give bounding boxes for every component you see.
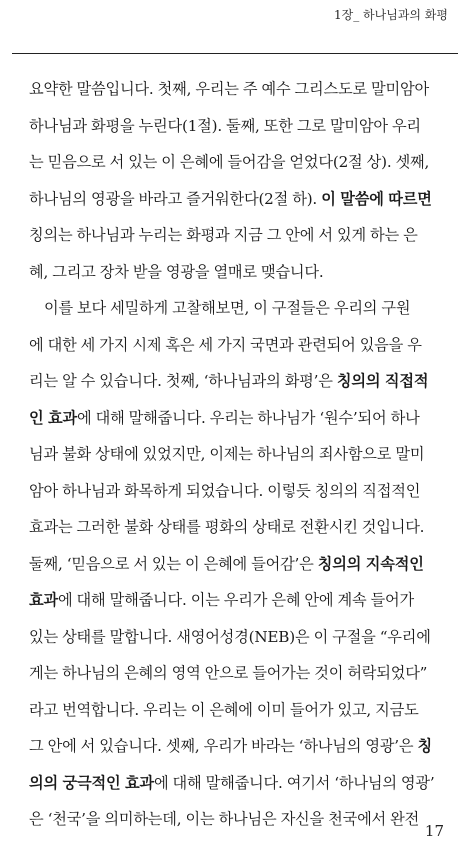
text-run: 하나님의 영광을 바라고 즐거워한다(2절 하). — [29, 189, 322, 208]
text-run: 게는 하나님의 은혜의 영역 안으로 들어가는 것이 허락되었다” — [29, 664, 428, 682]
text-run: 에 대해 말해줍니다. 이는 우리가 은혜 안에 계속 들어가 — [57, 591, 414, 609]
text-line — [29, 400, 447, 437]
text-run: 있는 상태를 말합니다. 새영어성경(NEB)은 이 구절을 “우리에 — [29, 627, 431, 646]
text-run: 리는 알 수 있습니다. 첫째, ‘하나님과의 화평’은 — [29, 372, 337, 390]
emphasis-text: 칭의의 지속적인 — [317, 554, 424, 573]
text-line — [29, 765, 447, 802]
text-line — [29, 290, 447, 327]
emphasis-text: 의의 궁극적인 효과 — [29, 773, 154, 792]
text-run: 에 대해 말해줍니다. 우리는 하나님가 ‘원수’되어 하나 — [77, 408, 420, 427]
text-line — [29, 546, 447, 583]
text-run: 님과 불화 상태에 있었지만, 이제는 하나님의 죄사함으로 말미 — [29, 445, 425, 463]
text-line — [29, 181, 447, 218]
text-line — [29, 728, 447, 765]
header-rule — [12, 53, 458, 54]
text-line — [29, 509, 447, 546]
text-line — [29, 71, 447, 108]
text-line — [29, 801, 447, 838]
text-run: 하나님과 화평을 누린다(1절). 둘째, 또한 그로 말미암아 우리 — [29, 116, 421, 135]
text-line — [29, 108, 447, 145]
text-run: 혜, 그리고 장차 받을 영광을 열매로 맺습니다. — [29, 262, 324, 281]
text-run: 칭의는 하나님과 누리는 화평과 지금 그 안에 서 있게 하는 은 — [29, 226, 418, 244]
text-run: 그 안에 서 있습니다. 셋째, 우리가 바라는 ‘하나님의 영광’은 — [29, 737, 418, 755]
text-line — [29, 692, 447, 729]
text-line — [29, 655, 447, 692]
emphasis-text: 이 말씀에 따르면 — [321, 189, 432, 208]
text-line — [29, 363, 447, 400]
text-run: 에 대한 세 가지 시제 혹은 세 가지 국면과 관련되어 있음을 우 — [29, 335, 422, 354]
text-run: 요약한 말씀입니다. 첫째, 우리는 주 예수 그리스도로 말미암아 — [29, 80, 429, 98]
emphasis-text: 칭 — [417, 737, 432, 755]
text-run: 라고 번역합니다. 우리는 이 은혜에 이미 들어가 있고, 지금도 — [29, 700, 419, 719]
emphasis-text: 칭의의 직접적 — [336, 372, 429, 390]
text-line — [29, 144, 447, 181]
text-run: 는 믿음으로 서 있는 이 은혜에 들어감을 얻었다(2절 상). 셋째, — [29, 153, 430, 171]
text-run: 둘째, ‘믿음으로 서 있는 이 은혜에 들어감’은 — [29, 554, 318, 573]
text-line — [29, 436, 447, 473]
text-line — [29, 619, 447, 656]
text-line — [29, 254, 447, 291]
page-number: 17 — [424, 822, 444, 840]
text-line — [29, 217, 447, 254]
text-run: 에 대해 말해줍니다. 여기서 ‘하나님의 영광’ — [153, 773, 435, 792]
text-run: 효과는 그러한 불화 상태를 평화의 상태로 전환시킨 것입니다. — [29, 518, 425, 536]
text-line — [29, 582, 447, 619]
emphasis-text: 인 효과 — [29, 408, 78, 427]
text-line — [29, 473, 447, 510]
text-run: 이를 보다 세밀하게 고찰해보면, 이 구절들은 우리의 구원 — [29, 299, 411, 317]
running-header: 1장_ 하나님과의 화평 — [333, 8, 448, 22]
emphasis-text: 효과 — [29, 591, 58, 609]
body-text — [29, 71, 447, 838]
text-run: 암아 하나님과 화목하게 되었습니다. 이렇듯 칭의의 직접적인 — [29, 481, 421, 500]
text-line — [29, 327, 447, 364]
text-run: 은 ‘천국’을 의미하는데, 이는 하나님은 자신을 천국에서 완전 — [29, 810, 420, 828]
